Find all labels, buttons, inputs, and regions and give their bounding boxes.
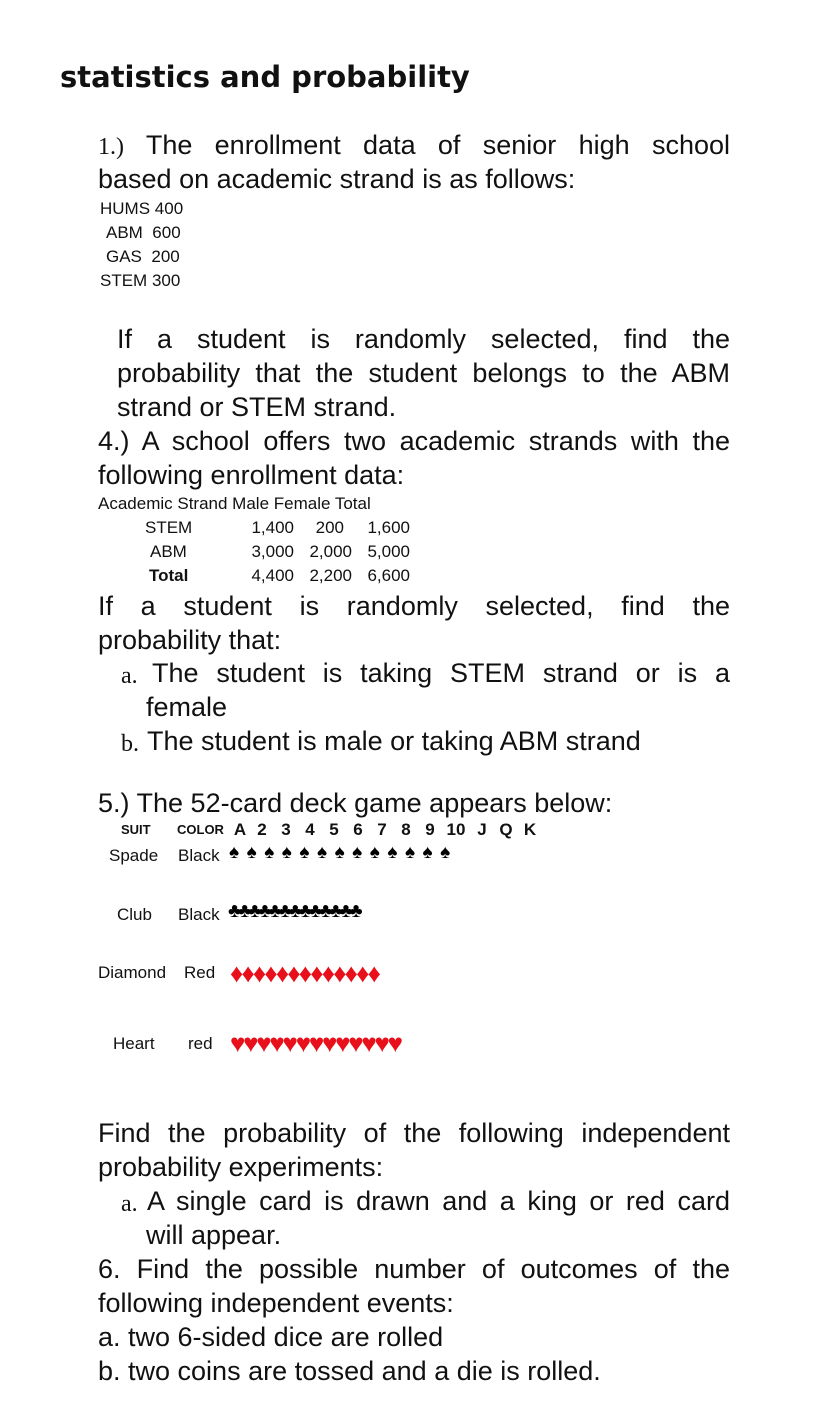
q4-row-stem-total: 1,600 — [367, 518, 410, 537]
q4-row-abm-total: 5,000 — [367, 542, 410, 561]
q1-line2: based on academic strand is as follows: — [98, 164, 576, 194]
club-icons: ♣♣♣♣♣♣♣♣♣♣♣♣♣ — [228, 900, 360, 922]
q4-b-line1: The student is male or taking ABM strand — [147, 726, 641, 756]
q5-line1: 5.) The 52-card deck game appears below: — [98, 788, 613, 818]
q5-color-header: COLOR — [177, 822, 224, 837]
rank-7: 7 — [377, 820, 387, 839]
q5-spade-color: Black — [178, 846, 220, 865]
diamond-icons: ♦♦♦♦♦♦♦♦♦♦♦♦♦ — [230, 958, 380, 988]
rank-10: 10 — [446, 820, 466, 839]
q5-a-label: a. — [121, 1191, 138, 1217]
q6-b: b. two coins are tossed and a die is rolled. — [98, 1356, 601, 1386]
q5-diamond-color: Red — [184, 963, 216, 982]
q5-a-line2: will appear. — [146, 1220, 282, 1250]
q5-heart-color: red — [188, 1034, 213, 1053]
q1-text1: The enrollment data of senior high school — [145, 130, 730, 160]
q1-row-abm: ABM 600 — [106, 223, 181, 242]
q6-a: a. two 6-sided dice are rolled — [98, 1322, 444, 1352]
q4-row-total-total: 6,600 — [367, 566, 410, 585]
page-title: statistics and probability — [60, 60, 470, 94]
q5-suit-header: SUIT — [121, 822, 151, 837]
q5-a-line1: A single card is drawn and a king or red card — [147, 1186, 730, 1216]
q1-row-hums: HUMS 400 — [100, 199, 184, 218]
q4-line2: following enrollment data: — [98, 460, 405, 490]
rank-3: 3 — [281, 820, 291, 839]
q4-b-label: b. — [121, 731, 139, 757]
q1-row-stem: STEM 300 — [100, 271, 181, 290]
q5-heart-suit: Heart — [113, 1034, 155, 1053]
heart-icons: ♥♥♥♥♥♥♥♥♥♥♥♥♥ — [230, 1028, 401, 1058]
q4-a-label: a. — [121, 663, 138, 689]
q4-table-header: Academic Strand Male Female Total — [98, 494, 371, 513]
q4-row-total-strand: Total — [149, 566, 189, 585]
q1-prompt-line2: probability that the student belongs to the ABM — [117, 358, 730, 388]
q1-prompt-line3: strand or STEM strand. — [117, 392, 397, 422]
q4-row-abm-strand: ABM — [150, 542, 187, 561]
q6-line2: following independent events: — [98, 1288, 454, 1318]
q4-prompt-line1: If a student is randomly selected, find the — [98, 591, 730, 621]
q1-row-gas: GAS 200 — [106, 247, 180, 266]
spade-icons: ♠♠♠♠♠♠♠♠♠♠♠♠♠ — [229, 842, 458, 863]
rank-9: 9 — [425, 820, 435, 839]
q4-a-line1: The student is taking STEM strand or is a — [152, 658, 730, 688]
q4-row-total-male: 4,400 — [251, 566, 294, 585]
q5-rank-header — [230, 820, 542, 840]
rank-8: 8 — [401, 820, 411, 839]
q4-row-stem-female: 200 — [315, 518, 344, 537]
rank-a: A — [233, 820, 247, 839]
q4-row-abm-male: 3,000 — [251, 542, 294, 561]
q4-row-abm-female: 2,000 — [309, 542, 352, 561]
q5-diamond-suit: Diamond — [98, 963, 167, 982]
q5-club-suit: Club — [117, 905, 152, 924]
rank-6: 6 — [353, 820, 363, 839]
rank-4: 4 — [305, 820, 315, 839]
q5-club-color: Black — [178, 905, 220, 924]
rank-k: K — [523, 820, 537, 839]
q1-prompt-line1: If a student is randomly selected, find the — [117, 324, 730, 354]
rank-j: J — [477, 820, 487, 839]
rank-2: 2 — [257, 820, 267, 839]
rank-q: Q — [499, 820, 513, 839]
q5-prompt-line2: probability experiments: — [98, 1152, 384, 1182]
q1-line1 — [98, 128, 730, 164]
q6-line1: 6. Find the possible number of outcomes of the — [98, 1254, 730, 1284]
q4-a-line2: female — [146, 692, 228, 722]
q4-line1: 4.) A school offers two academic strands with the — [98, 426, 730, 456]
rank-5: 5 — [329, 820, 339, 839]
q1-number: 1.) — [98, 134, 124, 160]
q5-prompt-line1: Find the probability of the following independent — [98, 1118, 730, 1148]
q5-spade-suit: Spade — [109, 846, 159, 865]
q4-row-stem-strand: STEM — [145, 518, 193, 537]
q4-row-stem-male: 1,400 — [251, 518, 294, 537]
q4-prompt-line2: probability that: — [98, 625, 282, 655]
q4-row-total-female: 2,200 — [309, 566, 352, 585]
